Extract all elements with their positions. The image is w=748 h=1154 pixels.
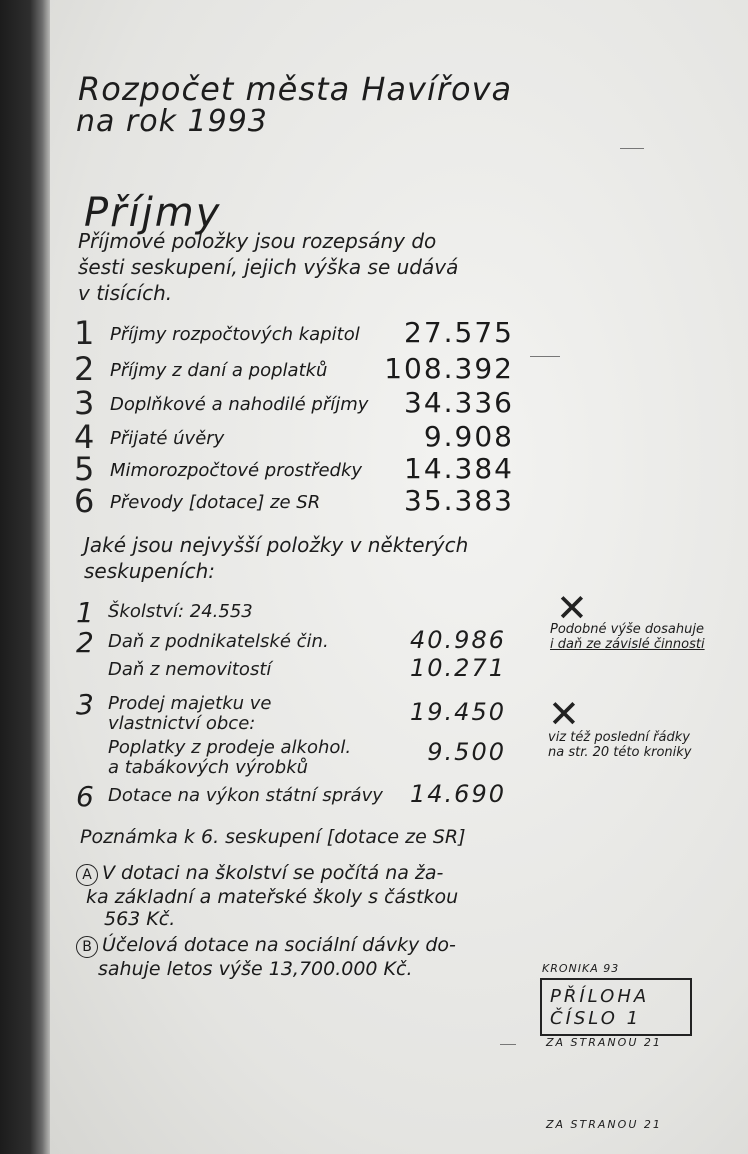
note-line: Účelová dotace na sociální dávky do-: [102, 934, 456, 956]
row-label: Převody [dotace] ze SR: [110, 492, 321, 513]
note-a: [76, 862, 458, 930]
item-label-line: a tabákových výrobků: [108, 757, 309, 778]
note-line: sahuje letos výše 13,700.000 Kč.: [98, 958, 413, 980]
item-label: Školství: 24.553: [108, 601, 253, 622]
row-number: 3: [74, 384, 95, 422]
item-label: [108, 738, 351, 778]
page-title-line2: na rok 1993: [76, 104, 268, 139]
row-number: 2: [74, 350, 95, 388]
item-value: 9.500: [427, 738, 506, 766]
row-value: 27.575: [404, 316, 514, 349]
appendix-stamp: [540, 978, 692, 1036]
stamp-page-ref: ZA STRANOU 21: [546, 1036, 662, 1049]
row-label: Mimorozpočtové prostředky: [110, 460, 363, 481]
side-note-line: na str. 20 této kroniky: [548, 745, 692, 760]
asterisk-mark-icon: ✕: [548, 692, 580, 736]
item-label: [108, 694, 271, 734]
item-value: 19.450: [410, 698, 506, 726]
highest-item: [76, 596, 516, 629]
side-note-line: viz též poslední řádky: [548, 730, 690, 745]
question-line: seskupeních:: [84, 559, 216, 583]
row-value: 34.336: [404, 386, 514, 419]
item-number: 3: [76, 688, 94, 721]
side-note-line: i daň ze závislé činnosti: [550, 637, 705, 652]
row-label: Doplňkové a nahodilé příjmy: [110, 394, 369, 415]
row-label: Příjmy z daní a poplatků: [110, 360, 328, 381]
income-row: [74, 314, 524, 352]
item-value: 40.986: [410, 626, 506, 654]
note-title: Poznámka k 6. seskupení [dotace ze SR]: [80, 826, 466, 848]
item-label-line: Poplatky z prodeje alkohol.: [108, 737, 352, 758]
book-binding-shadow: [0, 0, 50, 1154]
item-label-line: Prodej majetku ve: [108, 693, 272, 714]
circled-letter-a: A: [76, 864, 98, 886]
side-note-2: [548, 730, 691, 760]
income-row: [74, 482, 524, 520]
highest-item: [76, 780, 516, 812]
highest-item: [76, 626, 516, 659]
note-line: 563 Kč.: [104, 908, 176, 930]
copy-artifact-line: [620, 148, 644, 149]
intro-line: šesti seskupení, jejich výška se udává: [78, 255, 459, 279]
question-line: Jaké jsou nejvyšší položky v některých: [84, 533, 469, 557]
row-number: 6: [74, 482, 95, 520]
item-value: 10.271: [410, 654, 506, 682]
note-line: V dotaci na školství se počítá na ža-: [102, 862, 444, 884]
item-label: Daň z podnikatelské čin.: [108, 631, 329, 652]
asterisk-mark-icon: ✕: [556, 586, 588, 630]
page-title-line1: Rozpočet města Havířova: [78, 70, 513, 108]
highest-item: [76, 732, 516, 776]
row-value: 9.908: [423, 420, 514, 453]
stamp-line: ČÍSLO 1: [550, 1008, 642, 1029]
note-b: [76, 934, 456, 980]
highest-items-question: [84, 532, 468, 584]
side-note-line: Podobné výše dosahuje: [550, 622, 704, 637]
stamp-chronicle-label: KRONIKA 93: [542, 962, 620, 975]
item-label: Dotace na výkon státní správy: [108, 785, 383, 806]
side-note-1: [550, 622, 705, 652]
income-intro: [78, 228, 458, 306]
item-number: 6: [76, 780, 94, 813]
item-value: 14.690: [410, 780, 506, 808]
highest-item: [76, 688, 516, 732]
circled-letter-b: B: [76, 936, 98, 958]
income-row: [74, 350, 524, 388]
row-label: Příjmy rozpočtových kapitol: [110, 324, 360, 345]
row-number: 1: [74, 314, 95, 352]
copy-artifact-line: [530, 356, 560, 357]
highest-item: [76, 654, 516, 684]
income-heading: Příjmy: [84, 190, 222, 236]
row-value: 14.384: [404, 452, 514, 485]
item-number: 1: [76, 596, 94, 629]
intro-line: Příjmové položky jsou rozepsány do: [78, 229, 437, 253]
note-line: ka základní a mateřské školy s částkou: [86, 886, 459, 908]
row-label: Přijaté úvěry: [110, 428, 225, 449]
item-label: Daň z nemovitostí: [108, 659, 272, 680]
item-number: 2: [76, 626, 94, 659]
row-number: 5: [74, 450, 95, 488]
item-label-line: vlastnictví obce:: [108, 713, 256, 734]
income-row: [74, 384, 524, 422]
row-value: 108.392: [384, 352, 514, 385]
footer-page-ref: ZA STRANOU 21: [546, 1118, 662, 1131]
intro-line: v tisících.: [78, 281, 173, 305]
stamp-line: PŘÍLOHA: [550, 986, 650, 1007]
row-value: 35.383: [404, 484, 514, 517]
copy-artifact-line: [500, 1044, 516, 1045]
row-number: 4: [74, 418, 95, 456]
